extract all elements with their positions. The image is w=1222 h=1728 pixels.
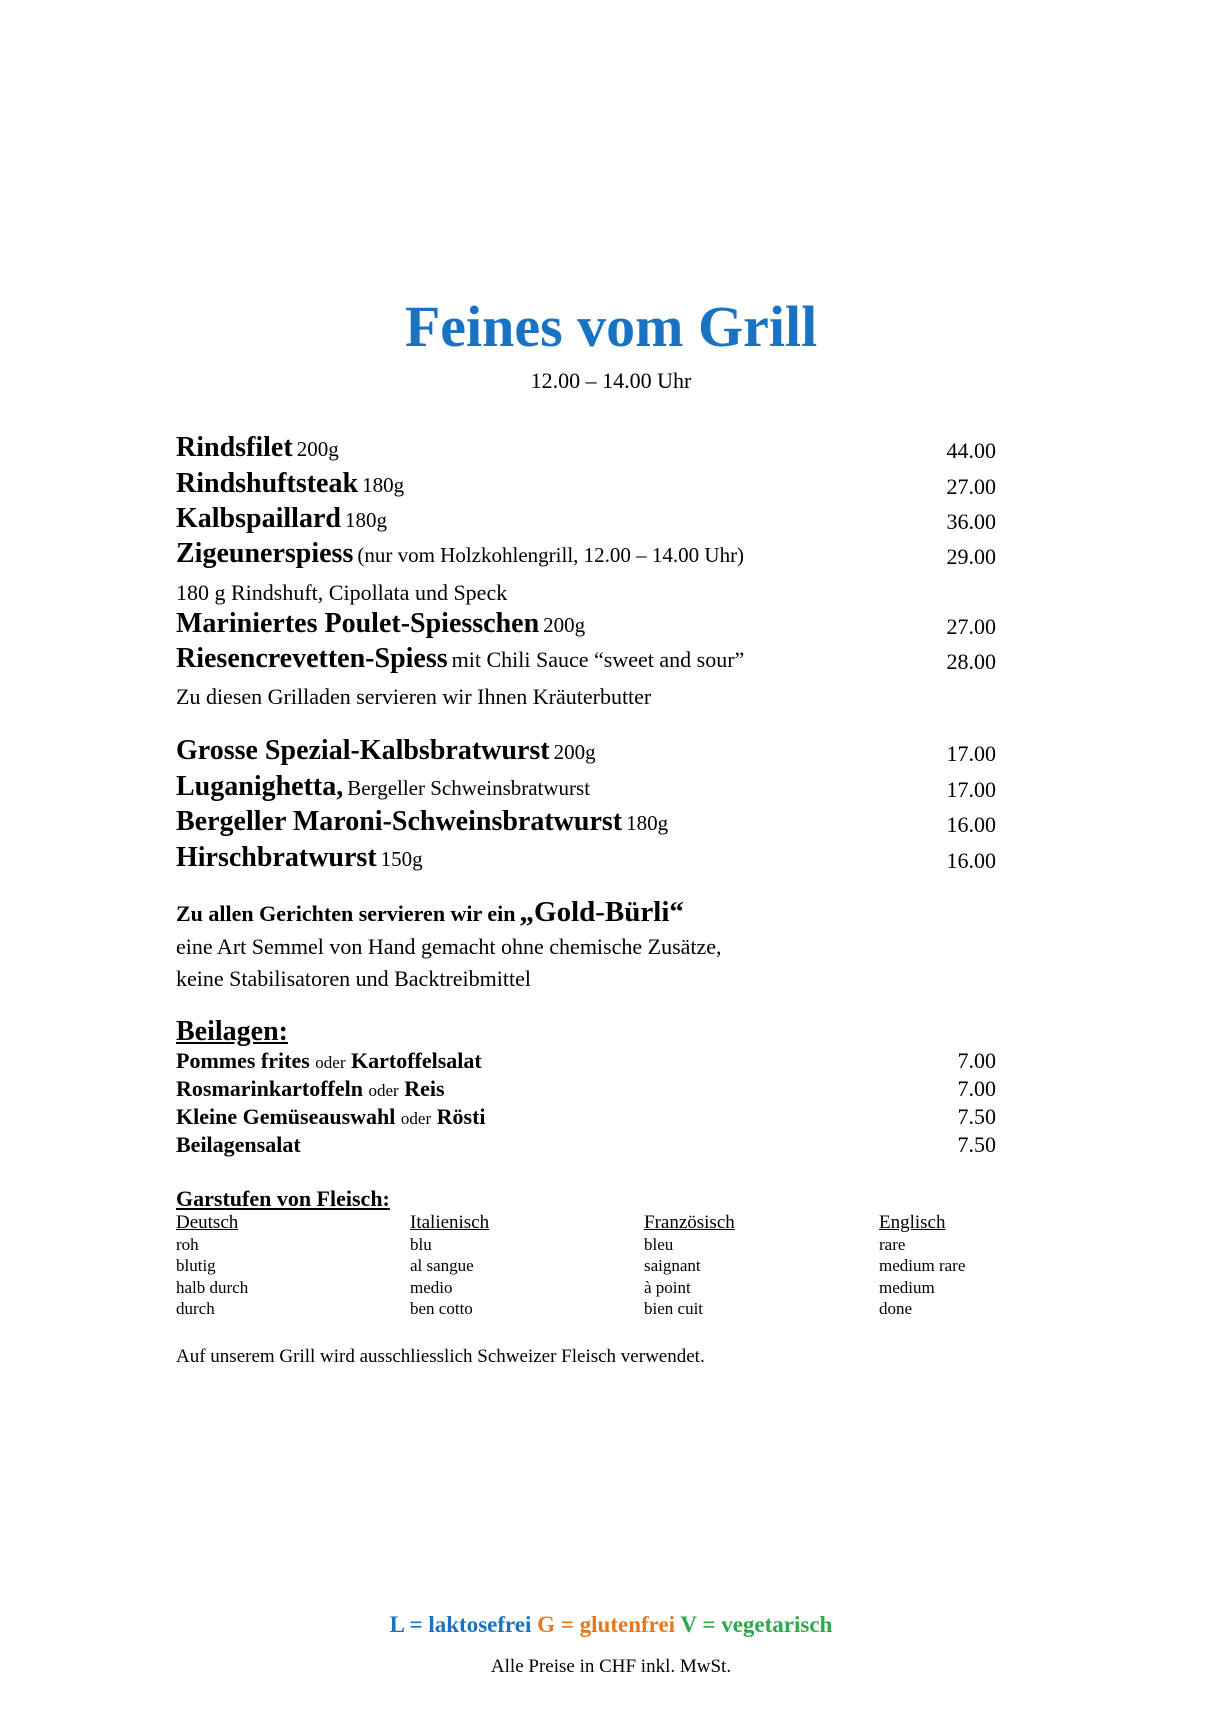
item-detail: 180g [362,473,405,497]
item-price: 17.00 [946,777,996,802]
doneness-value: saignant [644,1256,701,1275]
item-detail: (nur vom Holzkohlengrill, 12.00 – 14.00 Uhr) [357,543,745,567]
side-item [176,1076,996,1104]
doneness-column-header: Englisch [879,1212,946,1233]
item-description [176,572,996,608]
doneness-value: done [879,1299,913,1318]
page-title: Feines vom Grill [404,294,818,359]
doneness-value: roh [176,1234,199,1254]
serving-hours: 12.00 – 14.00 Uhr [530,368,692,393]
menu-item [176,606,996,642]
side-or: oder [315,1053,346,1072]
item-detail: 180g [626,811,669,835]
item-price: 27.00 [946,614,996,639]
item-price: 16.00 [946,812,996,837]
item-price: 44.00 [946,438,996,463]
bread-desc-row [176,930,996,962]
bread-description: keine Stabilisatoren und Backtreibmittel [176,966,531,991]
side-name-alt: Rösti [436,1104,486,1129]
doneness-value: medio [410,1277,453,1297]
item-price: 16.00 [946,848,996,873]
menu-item [176,430,996,466]
doneness-value: bien cuit [644,1299,704,1318]
menu-item [176,769,996,805]
legend-gluten-free: G = glutenfrei [537,1612,676,1637]
doneness-value: durch [176,1299,215,1318]
prices-note: Alle Preise in CHF inkl. MwSt. [490,1656,732,1677]
side-or: oder [368,1081,399,1100]
dietary-legend [0,1612,1222,1638]
item-price: 29.00 [946,544,996,569]
doneness-column-header: Deutsch [176,1212,239,1233]
item-detail: mit Chili Sauce “sweet and sour” [451,647,745,672]
item-name: Mariniertes Poulet-Spiesschen [176,608,540,639]
item-name: Hirschbratwurst [176,842,377,873]
side-name: Rosmarinkartoffeln [176,1076,363,1101]
item-name: Zigeunerspiess [176,538,354,569]
item-name: Rindshuftsteak [176,468,359,499]
item-name: Bergeller Maroni-Schweinsbratwurst [176,806,623,837]
doneness-column [176,1212,248,1320]
item-name: Rindsfilet [176,432,293,463]
doneness-value: blu [410,1234,432,1254]
side-name: Beilagensalat [176,1132,301,1157]
side-name: Pommes frites [176,1048,310,1073]
legend-lactose-free: L = laktosefrei [389,1612,532,1637]
zigeuner-description: 180 g Rindshuft, Cipollata und Speck [176,580,508,605]
side-price: 7.50 [957,1132,996,1157]
item-detail: 200g [543,613,586,637]
item-name: Luganighetta, [176,771,344,802]
meat-origin-note: Auf unserem Grill wird ausschliesslich Schweizer Fleisch verwendet. [176,1346,705,1367]
doneness-value: medium [879,1277,935,1297]
item-price: 17.00 [946,741,996,766]
item-price: 28.00 [946,649,996,674]
item-price: 36.00 [946,509,996,534]
doneness-value: blutig [176,1256,216,1275]
item-detail: Bergeller Schweinsbratwurst [347,776,591,800]
side-item [176,1104,996,1132]
sides-heading-row [176,1012,996,1050]
bread-intro: Zu allen Gerichten servieren wir ein [176,901,516,926]
side-name-alt: Reis [404,1076,445,1101]
doneness-column [879,1212,965,1320]
item-detail: 200g [553,740,596,764]
item-name: Riesencrevetten-Spiess [176,643,448,674]
side-or: oder [400,1109,432,1128]
menu-item [176,840,996,876]
sides-heading: Beilagen: [176,1016,288,1047]
doneness-heading: Garstufen von Fleisch: [176,1186,390,1211]
menu-item [176,501,996,537]
doneness-column [410,1212,489,1320]
item-detail: 180g [344,508,387,532]
menu-item [176,466,996,502]
bread-note [176,891,996,931]
side-item [176,1048,996,1076]
doneness-value: halb durch [176,1277,249,1297]
bread-desc-row [176,962,996,994]
bread-description: eine Art Semmel von Hand gemacht ohne chemische Zusätze, [176,934,722,959]
menu-item [176,641,996,677]
doneness-column-header: Italienisch [410,1212,490,1233]
menu-item [176,536,996,572]
item-detail: 200g [296,437,339,461]
side-name: Kleine Gemüseauswahl [176,1104,396,1129]
doneness-value: al sangue [410,1256,474,1275]
item-price: 27.00 [946,474,996,499]
side-name-alt: Kartoffelsalat [351,1048,482,1073]
bread-name: „Gold-Bürli“ [519,896,684,928]
legend-vegetarian: V = vegetarisch [680,1612,833,1637]
doneness-value: rare [879,1234,906,1254]
side-price: 7.00 [957,1048,996,1073]
menu-item [176,733,996,769]
doneness-value: bleu [644,1234,674,1254]
doneness-column-header: Französisch [644,1212,735,1233]
item-name: Grosse Spezial-Kalbsbratwurst [176,735,550,766]
butter-note: Zu diesen Grilladen servieren wir Ihnen Kräuterbutter [176,684,652,709]
doneness-column [644,1212,735,1320]
menu-item [176,804,996,840]
butter-note-row [176,676,996,712]
side-item [176,1132,996,1160]
side-price: 7.00 [957,1076,996,1101]
doneness-value: medium rare [879,1256,966,1275]
side-price: 7.50 [957,1104,996,1129]
item-detail: 150g [380,847,423,871]
doneness-value: ben cotto [410,1299,473,1318]
item-name: Kalbspaillard [176,503,341,534]
doneness-value: à point [644,1277,691,1297]
